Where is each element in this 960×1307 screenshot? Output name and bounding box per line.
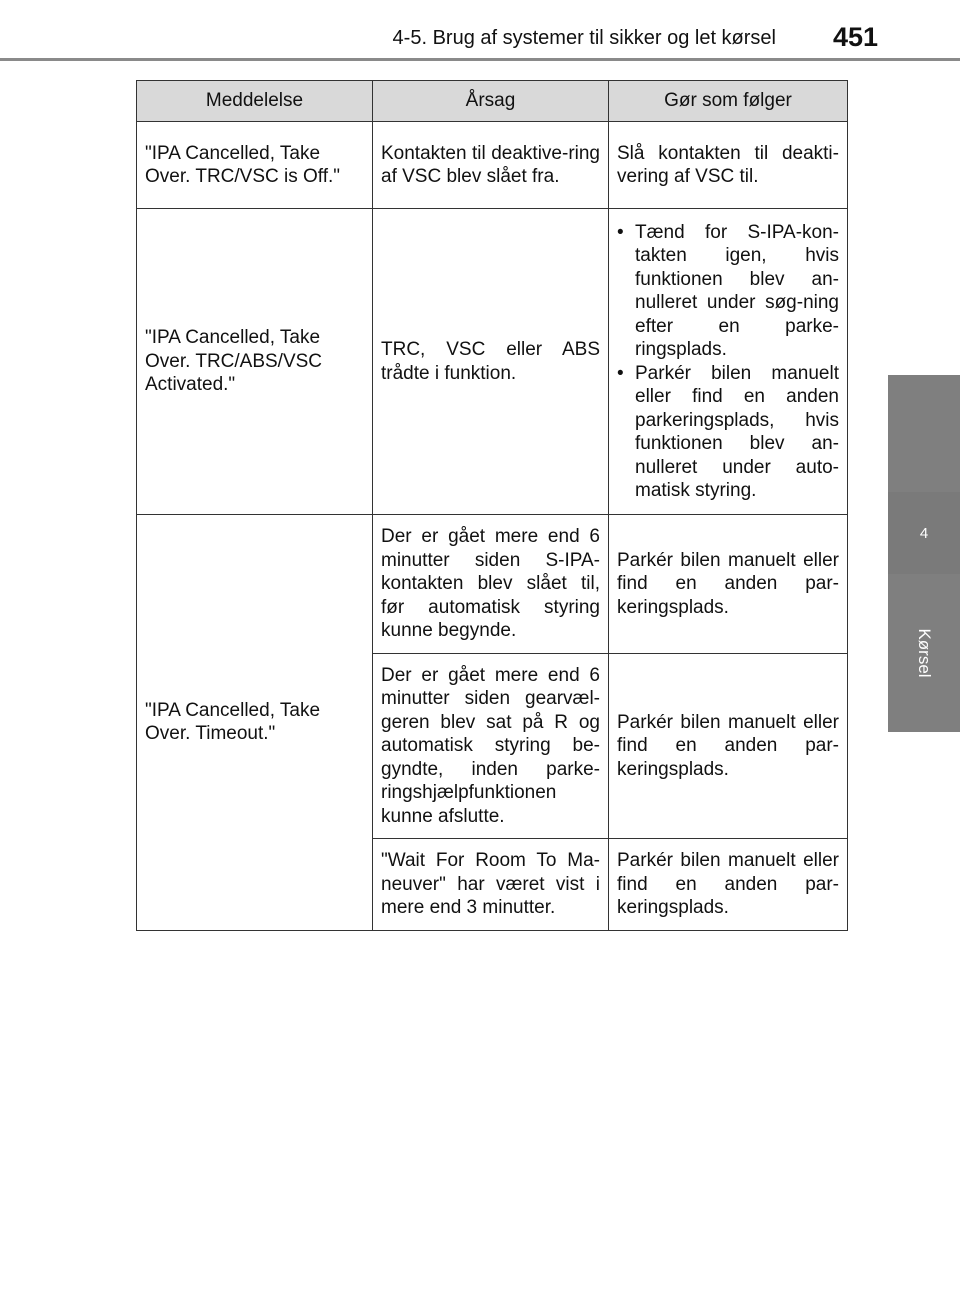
cause-cell: Der er gået mere end 6 minutter siden S-IPA-kontakten blev slået til, før automatisk styring kunne begynde. [373,515,609,654]
page-number: 451 [832,22,878,52]
cause-cell: Der er gået mere end 6 minutter siden gearvæl-geren blev sat på R og automatisk styring be-gyndte, inden parke-ringshjælpfunktionen kunne afslutte. [373,653,609,839]
message-table [136,80,848,931]
action-cell: Parkér bilen manuelt eller find en anden par-keringsplads. [609,653,848,839]
message-cell: "IPA Cancelled, Take Over. Timeout." [137,515,373,931]
chapter-label: Kørsel [915,628,934,678]
section-title: 4-5. Brug af systemer til sikker og let kørsel [392,27,776,49]
column-header-action: Gør som følger [609,81,848,122]
action-bullet-list [617,221,839,503]
table-row [137,515,848,654]
message-cell: "IPA Cancelled, Take Over. TRC/VSC is Off." [137,122,373,209]
cause-cell: Kontakten til deaktive-ring af VSC blev slået fra. [373,122,609,209]
side-tab-block [888,375,960,492]
table-row [137,209,848,515]
action-cell: Parkér bilen manuelt eller find en anden par-keringsplads. [609,515,848,654]
chapter-label-block [888,574,960,732]
table-header-row [137,81,848,122]
cause-cell: "Wait For Room To Ma-neuver" har været vist i mere end 3 minutter. [373,839,609,931]
message-cell: "IPA Cancelled, Take Over. TRC/ABS/VSC Activated." [137,209,373,515]
column-header-cause: Årsag [373,81,609,122]
cause-cell: TRC, VSC eller ABS trådte i funktion. [373,209,609,515]
action-cell: Slå kontakten til deakti-vering af VSC til. [609,122,848,209]
action-cell: Parkér bilen manuelt eller find en anden par-keringsplads. [609,839,848,931]
table-row [137,122,848,209]
column-header-message: Meddelelse [137,81,373,122]
list-item: • Parkér bilen manuelt eller find en anden parkeringsplads, hvis funktionen blev an-nulleret under auto-matisk styring. [617,362,839,503]
chapter-number: 4 [888,492,960,574]
header-divider [0,58,960,61]
list-item: • Tænd for S-IPA-kon-takten igen, hvis funktionen blev an-nulleret under søg-ning efter en parke-ringsplads. [617,221,839,362]
action-cell [609,209,848,515]
